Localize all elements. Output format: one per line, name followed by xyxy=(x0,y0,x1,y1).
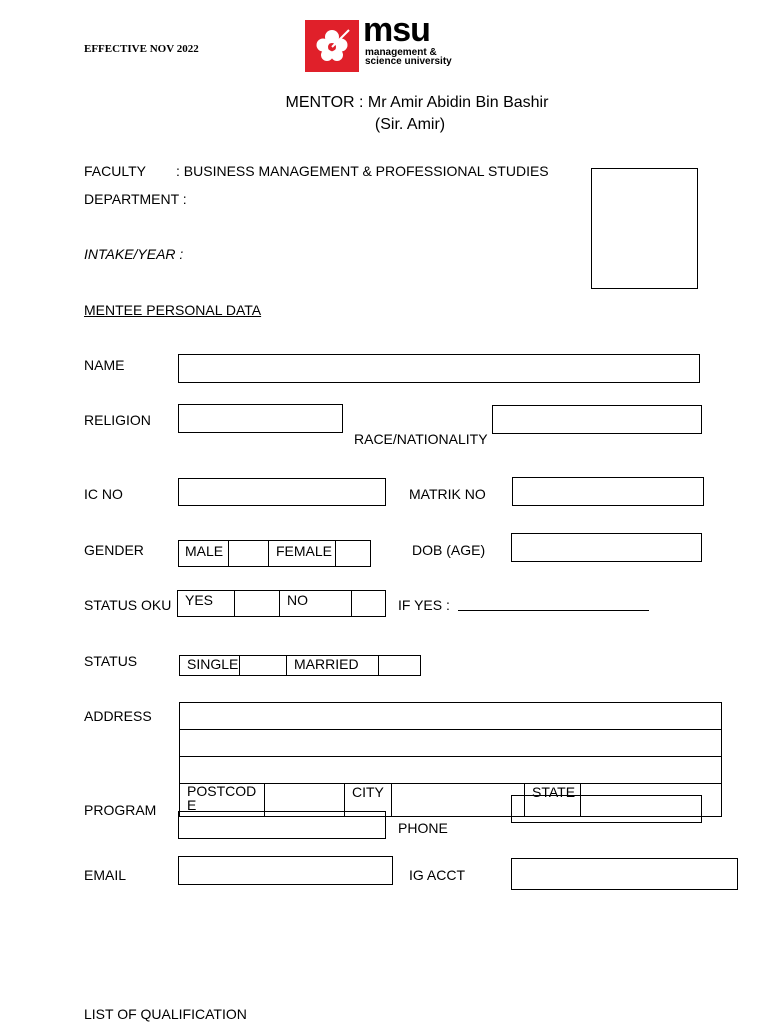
department-label: DEPARTMENT : xyxy=(84,191,187,207)
address-line-3[interactable] xyxy=(180,757,721,784)
effective-date: EFFECTIVE NOV 2022 xyxy=(84,43,199,55)
no-checkbox[interactable] xyxy=(352,591,386,616)
no-label: NO xyxy=(287,592,308,608)
city-label: CITY xyxy=(352,784,384,800)
if-yes-label: IF YES : xyxy=(398,597,450,613)
msu-logo xyxy=(305,11,465,74)
status-married-cell xyxy=(287,656,379,675)
faculty-value: : BUSINESS MANAGEMENT & PROFESSIONAL STUDIES xyxy=(176,163,549,179)
dob-label: DOB (AGE) xyxy=(412,542,486,558)
ic-field[interactable] xyxy=(178,478,386,506)
status-single-cell xyxy=(180,656,240,675)
male-label: MALE xyxy=(185,543,224,559)
female-label: FEMALE xyxy=(276,543,333,559)
single-label: SINGLE xyxy=(187,656,239,672)
personal-data-heading: MENTEE PERSONAL DATA xyxy=(84,302,262,318)
phone-label: PHONE xyxy=(398,820,448,836)
mentor-title: MENTOR : Mr Amir Abidin Bin Bashir xyxy=(285,94,549,111)
oku-no-cell xyxy=(280,591,352,616)
email-label: EMAIL xyxy=(84,867,127,883)
oku-table xyxy=(177,590,386,617)
logo-brand-text: msu xyxy=(363,11,430,49)
oku-yes-cell xyxy=(178,591,235,616)
yes-checkbox[interactable] xyxy=(235,591,280,616)
married-label: MARRIED xyxy=(294,656,359,672)
male-checkbox[interactable] xyxy=(229,541,269,566)
name-label: NAME xyxy=(84,357,125,373)
religion-label: RELIGION xyxy=(84,412,151,428)
single-checkbox[interactable] xyxy=(240,656,287,675)
matrik-label: MATRIK NO xyxy=(409,486,486,502)
oku-label: STATUS OKU xyxy=(84,597,172,613)
gender-male-cell xyxy=(179,541,229,566)
address-line-1[interactable] xyxy=(180,703,721,730)
yes-label: YES xyxy=(185,592,214,608)
email-field[interactable] xyxy=(178,856,393,885)
name-field[interactable] xyxy=(178,354,700,383)
dob-field[interactable] xyxy=(511,533,702,562)
married-checkbox[interactable] xyxy=(379,656,421,675)
race-field[interactable] xyxy=(492,405,702,434)
program-label: PROGRAM xyxy=(84,802,157,818)
program-field[interactable] xyxy=(178,811,386,839)
gender-table xyxy=(178,540,371,567)
if-yes-line[interactable] xyxy=(458,610,649,611)
religion-field[interactable] xyxy=(178,404,343,433)
status-label: STATUS xyxy=(84,653,138,669)
race-label: RACE/NATIONALITY xyxy=(354,431,488,447)
hibiscus-logo-icon xyxy=(305,20,359,72)
photo-box xyxy=(591,168,698,289)
logo-line1: management & xyxy=(365,47,437,58)
status-table xyxy=(179,655,421,676)
gender-female-cell xyxy=(269,541,336,566)
female-checkbox[interactable] xyxy=(336,541,371,566)
faculty-label: FACULTY xyxy=(84,163,146,179)
gender-label: GENDER xyxy=(84,542,144,558)
postcode-label: POSTCOD E xyxy=(187,783,257,813)
city-field[interactable] xyxy=(392,784,525,817)
intake-label: INTAKE/YEAR : xyxy=(84,246,184,262)
address-line-2[interactable] xyxy=(180,730,721,757)
ic-label: IC NO xyxy=(84,486,123,502)
state-label: STATE xyxy=(532,784,576,800)
qualification-heading: LIST OF QUALIFICATION xyxy=(84,1006,247,1022)
mentor-alias: (Sir. Amir) xyxy=(374,116,446,133)
ig-label: IG ACCT xyxy=(409,867,466,883)
ig-field[interactable] xyxy=(511,858,738,890)
address-label: ADDRESS xyxy=(84,708,152,724)
matrik-field[interactable] xyxy=(512,477,704,506)
phone-field[interactable] xyxy=(511,795,702,823)
logo-line2: science university xyxy=(365,56,452,67)
